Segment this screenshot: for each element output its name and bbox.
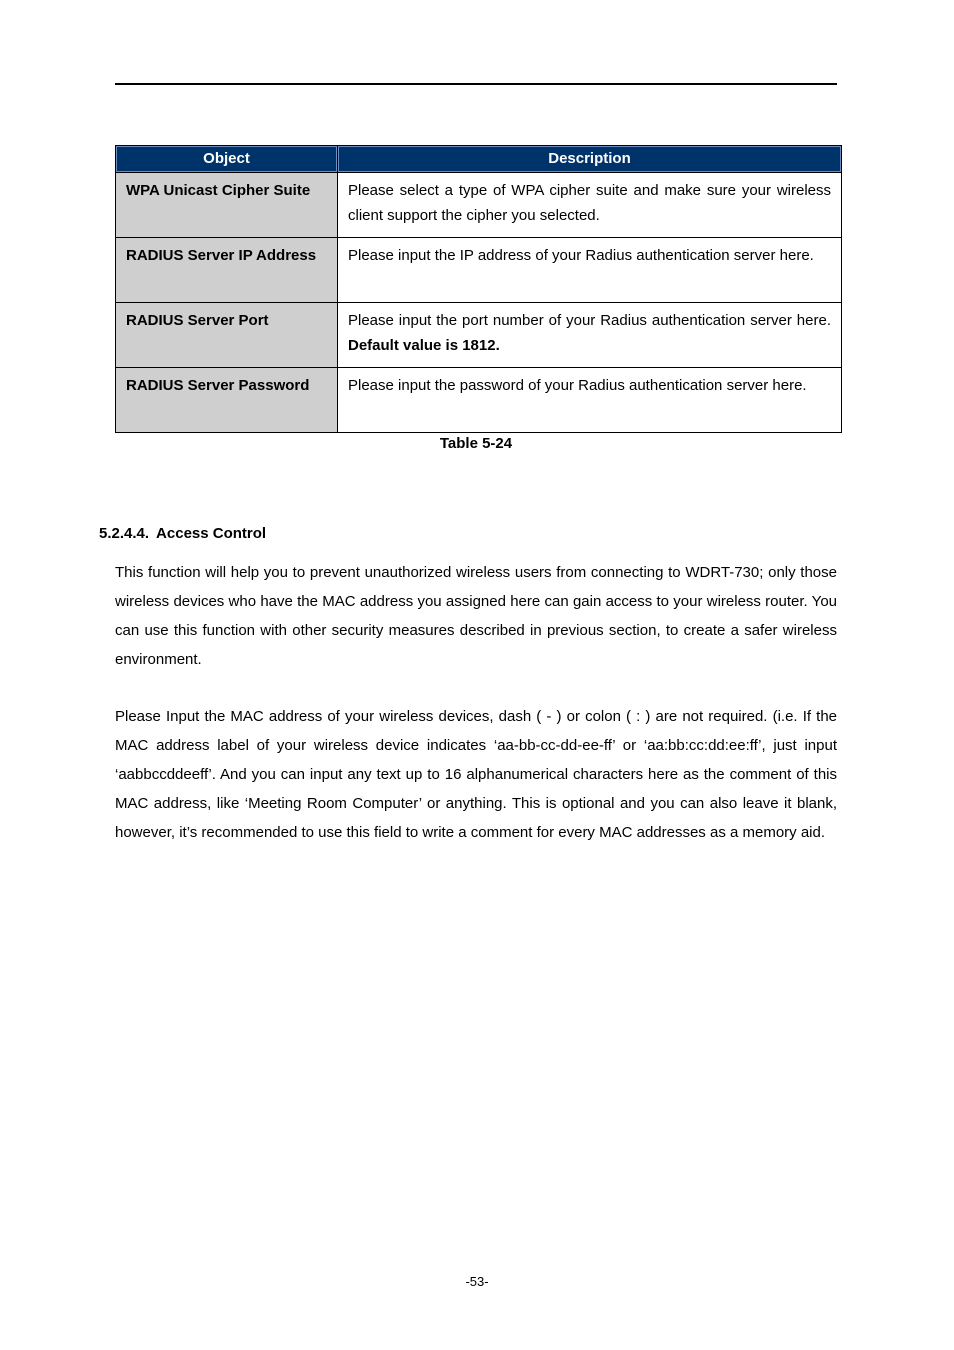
- body-paragraph: This function will help you to prevent unauthorized wireless users from connecting to WDRT-730; only those wireless devices who have the MAC address you assigned here can gain access to your wireless router. You can use this function with other security measures described in previous section, to create a safer wireless environment.: [115, 564, 837, 668]
- description-text: Please select a type of WPA cipher suite and make sure your wireless client support the cipher you selected.: [348, 181, 831, 224]
- description-cell: [338, 237, 842, 302]
- object-cell: RADIUS Server Password: [116, 367, 338, 432]
- header-rule: [115, 83, 837, 85]
- body-paragraph: Please Input the MAC address of your wireless devices, dash ( - ) or colon ( : ) are not required. (i.e. If the MAC address label of your wireless device indicates ‘aa-bb-cc-dd-ee-ff’ or ‘aa:bb:cc:dd:ee:ff’, just input ‘aabbccddeeff’. And you can input any text up to 16 alphanumerical characters here as the comment of this MAC address, like ‘Meeting Room Computer’ or anything. This is optional and you can also leave it blank, however, it’s recommended to use this field to write a comment for every MAC addresses as a memory aid.: [115, 708, 837, 841]
- description-text: Please input the password of your Radius authentication server here.: [348, 376, 807, 394]
- table-row: [116, 237, 842, 302]
- table-caption: Table 5-24: [439, 435, 513, 452]
- header-description: Description: [338, 146, 842, 173]
- table-header-row: [116, 146, 842, 173]
- section-number: 5.2.4.4.: [99, 525, 150, 542]
- table-row: [116, 302, 842, 367]
- header-object: Object: [116, 146, 338, 173]
- section-heading: [99, 525, 266, 542]
- description-cell: [338, 367, 842, 432]
- description-text: Please input the port number of your Radius authentication server here.: [348, 311, 831, 329]
- description-text: Please input the IP address of your Radius authentication server here.: [348, 246, 814, 264]
- object-description-table: [115, 145, 842, 433]
- table-row: [116, 172, 842, 237]
- object-cell: RADIUS Server Port: [116, 302, 338, 367]
- description-bold-text: Default value is 1812.: [348, 337, 500, 354]
- description-cell: [338, 172, 842, 237]
- description-cell: [338, 302, 842, 367]
- page-number: -53-: [465, 1274, 489, 1289]
- table-row: [116, 367, 842, 432]
- object-cell: WPA Unicast Cipher Suite: [116, 172, 338, 237]
- section-title: Access Control: [156, 525, 267, 542]
- object-cell: RADIUS Server IP Address: [116, 237, 338, 302]
